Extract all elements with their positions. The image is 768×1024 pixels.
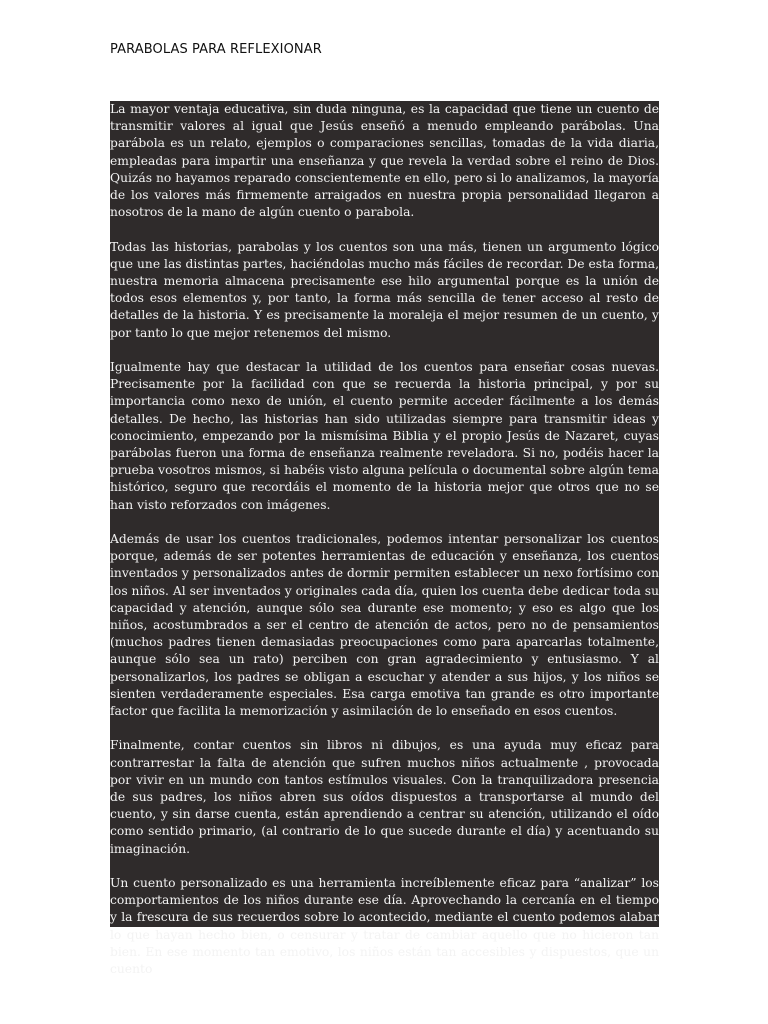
paragraph-4: Además de usar los cuentos tradicionales, podemos intentar personalizar los cuentos porque, además de ser potentes herramientas de educación y enseñanza, los cuentos inventados y personalizados antes de dormir permiten establecer un nexo fortísimo con los niños. Al ser inventados y originales cada día, quien los cuenta debe dedicar toda su capacidad y atención, aunque sólo sea durante ese momento; y eso es algo que los niños, acostumbrados a ser el centro de atención de actos, pero no de pensamientos (muchos padres tienen demasiadas preocupaciones como para aparcarlas totalmente, aunque sólo sea un rato) perciben con gran agradecimiento y entusiasmo. Y al personalizarlos, los padres se obligan a escuchar y atender a sus hijos, y los niños se sienten verdaderamente especiales. Esa carga emotiva tan grande es otro importante factor que facilita la memorización y asimilación de lo enseñado en esos cuentos.: [110, 532, 659, 719]
page-title: PARABOLAS PARA REFLEXIONAR: [110, 42, 322, 57]
paragraph-1: La mayor ventaja educativa, sin duda ninguna, es la capacidad que tiene un cuento de transmitir valores al igual que Jesús enseñó a menudo empleando parábolas. Una parábola es un relato, ejemplos o comparaciones sencillas, tomadas de la vida diaria, empleadas para impartir una enseñanza y que revela la verdad sobre el reino de Dios. Quizás no hayamos reparado conscientemente en ello, pero si lo analizamos, la mayoría de los valores más firmemente arraigados en nuestra propia personalidad llegaron a nosotros de la mano de algún cuento o parabola.: [110, 102, 659, 220]
paragraph-2: Todas las historias, parabolas y los cuentos son una más, tienen un argumento lógico que une las distintas partes, haciéndolas mucho más fáciles de recordar. De esta forma, nuestra memoria almacena precisamente ese hilo argumental porque es la unión de todos esos elementos y, por tanto, la forma más sencilla de tener acceso al resto de detalles de la historia. Y es precisamente la moraleja el mejor resumen de un cuento, y por tanto lo que mejor retenemos del mismo.: [110, 239, 659, 340]
paragraph-3: Igualmente hay que destacar la utilidad de los cuentos para enseñar cosas nuevas. Precisamente por la facilidad con que se recuerda la historia principal, y por su importancia como nexo de unión, el cuento permite acceder fácilmente a los demás detalles. De hecho, las historias han sido utilizadas siempre para transmitir ideas y conocimiento, empezando por la mismísima Biblia y el propio Jesús de Nazaret, cuyas parábolas fueron una forma de enseñanza realmente reveladora. Si no, podéis hacer la prueba vosotros mismos, si habéis visto alguna película o documental sobre algún tema histórico, seguro que recordáis el momento de la historia mejor que otros que no se han visto reforzados con imágenes.: [110, 360, 659, 512]
paragraph-6: Un cuento personalizado es una herramienta increíblemente eficaz para “analizar” los comportamientos de los niños durante ese día. Aprovechando la cercanía en el tiempo y la frescura de sus recuerdos sobre lo acontecido, mediante el cuento podemos alabar lo que hayan hecho bien, o censurar y tratar de cambiar aquello que no hicieron tan bien. En ese momento tan emotivo, los niños están tan accesibles y dispuestos, que un cuento: [110, 876, 659, 977]
paragraph-5: Finalmente, contar cuentos sin libros ni dibujos, es una ayuda muy eficaz para contrarrestar la falta de atención que sufren muchos niños actualmente , provocada por vivir en un mundo con tantos estímulos visuales. Con la tranquilizadora presencia de sus padres, los niños abren sus oídos dispuestos a transportarse al mundo del cuento, y sin darse cuenta, están aprendiendo a centrar su atención, utilizando el oído como sentido primario, (al contrario de lo que sucede durante el día) y acentuando su imaginación.: [110, 738, 659, 856]
text-block: [110, 101, 659, 977]
